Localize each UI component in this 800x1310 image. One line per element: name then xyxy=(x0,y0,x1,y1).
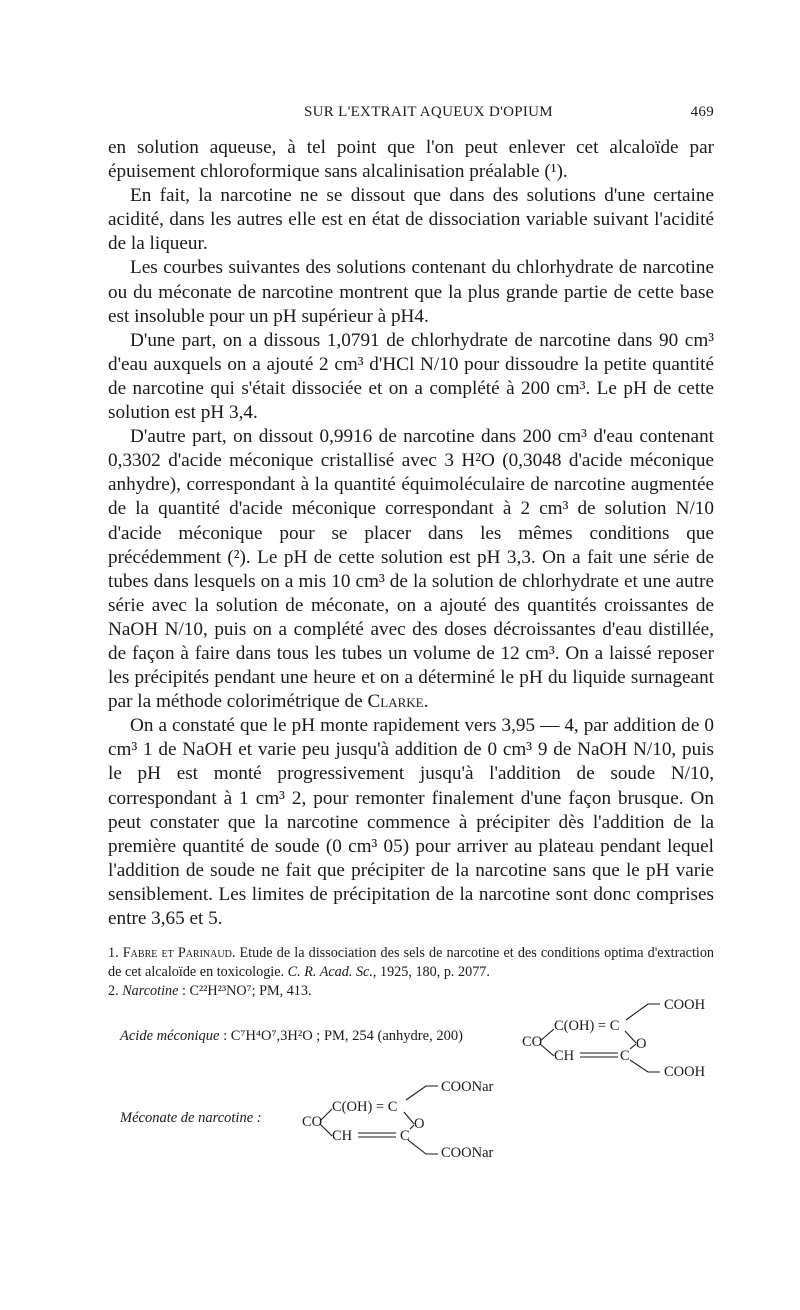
acid-bond-cooh-top xyxy=(626,1004,660,1020)
footnote-1-journal: C. R. Acad. Sc. xyxy=(287,964,373,980)
mec-coh-text: C(OH) = C xyxy=(332,1099,398,1115)
mec-co-text: CO xyxy=(302,1114,323,1130)
footnote-2-text: : C²²H²³NO⁷; PM, 413. xyxy=(181,983,312,999)
acid-ring-bond-upper xyxy=(625,1031,636,1043)
author-clarke: Clarke xyxy=(367,691,424,713)
paragraph-3: Les courbes suivantes des solutions contenant du chlorhydrate de narcotine ou du méconate de narcotine montrent que la plus grande partie de cette base est insoluble pour un pH supérieur à pH4. xyxy=(108,257,714,327)
mec-bond-lower xyxy=(320,1124,332,1136)
meconic-acid-label: Acide méconique xyxy=(120,1028,220,1044)
paragraph-5: D'autre part, on dissout 0,9916 de narcotine dans 200 cm³ d'eau contenant 0,3302 d'acide méconique cristallisé avec 3 H²O (0,3048 d'acide méconique anhydre), correspondant à la quantité équimoléculaire de narcotine augmentée de la quantité d'acide méconique correspondant à 2 cm³ de solution N/10 d'acide méconique pour se placer dans les mêmes conditions que précédemment (²). Le pH de cette solution est pH 3,3. On a fait une série de tubes dans lesquels on a mis 10 cm³ de la solution de chlorhydrate et une autre série avec la solution de méconate, on a ajouté des quantités croissantes de NaOH N/10, puis on a complété avec des doses décroissantes d'eau distillée, de façon à faire dans tous les tubes un volume de 12 cm³. On a laissé reposer les précipités pendant une heure et on a déterminé le pH du liquide surnageant par la méthode colorimétrique de Clarke. xyxy=(108,426,714,713)
paragraph-4: D'une part, on a dissous 1,0791 de chlorhydrate de narcotine dans 90 cm³ d'eau auxquels on a ajouté 2 cm³ d'HCl N/10 pour dissoudre la petite quantité de narcotine qui s'était dissociée et on a complété à 200 cm³. Le pH de cette solution est pH 3,4. xyxy=(108,329,714,424)
mec-bond-coonar-bottom xyxy=(408,1140,438,1154)
acid-o-text: O xyxy=(636,1036,647,1052)
acid-coh-text: C(OH) = C xyxy=(554,1018,620,1034)
acid-cooh-bottom-text: COOH xyxy=(664,1064,706,1080)
meconic-acid-formula xyxy=(108,994,714,1080)
running-header xyxy=(108,104,714,128)
paragraph-5-text: D'autre part, on dissout 0,9916 de narcotine dans 200 cm³ d'eau contenant 0,3302 d'acide méconique cristallisé avec 3 H²O (0,3048 d'acide méconique anhydre), correspondant à la quantité équimoléculaire de narcotine augmentée de la quantité d'acide méconique correspondant à 2 cm³ de solution N/10 d'acide méconique pour se placer dans les mêmes conditions que précédemment (²). Le pH de cette solution est pH 3,3. On a fait une série de tubes dans lesquels on a mis 10 cm³ de la solution de chlorhydrate et une autre série avec la solution de méconate, on a ajouté des quantités croissantes de NaOH N/10, puis on a complété avec des doses décroissantes d'eau distillée, de façon à faire dans tous les tubes un volume de 12 cm³. On a laissé reposer les précipités pendant une heure et on a déterminé le pH du liquide surnageant par la méthode colorimétrique de xyxy=(108,426,714,713)
page-number: 469 xyxy=(690,104,714,120)
acid-bond-cooh-bottom xyxy=(630,1060,660,1072)
footnote-2-label: Narcotine xyxy=(122,983,179,999)
mec-c-text: C xyxy=(400,1128,410,1144)
paragraph-1: en solution aqueuse, à tel point que l'on peut enlever cet alcaloïde par épuisement chloroformique sans alcalinisation préalable (¹). xyxy=(108,137,714,183)
mec-ch-text: CH xyxy=(332,1128,353,1144)
mec-ring-bond-upper xyxy=(404,1112,414,1124)
mec-coonar-top-text: COONar xyxy=(441,1079,494,1095)
footnote-1-text: Etude de la dissociation des sels de narcotine et des conditions optima d'extraction de cet alcaloïde en toxicologie. xyxy=(108,945,715,980)
acid-cooh-top-text: COOH xyxy=(664,997,706,1013)
meconate-label: Méconate de narcotine : xyxy=(120,1110,262,1126)
meconic-acid-formula-text: : C⁷H⁴O⁷,3H²O ; PM, 254 (anhydre, 200) xyxy=(223,1028,463,1044)
body-text xyxy=(108,136,714,931)
mec-bond-coonar-top xyxy=(406,1086,438,1100)
footnote-1-tail: , 1925, 180, p. 2077. xyxy=(372,964,490,980)
footnote-2-number: 2. xyxy=(108,983,119,999)
narcotine-meconate-formula xyxy=(108,1078,714,1158)
mec-coonar-bottom-text: COONar xyxy=(441,1145,494,1158)
footnotes xyxy=(108,944,714,1001)
running-title: SUR L'EXTRAIT AQUEUX D'OPIUM xyxy=(304,104,553,120)
acid-ch-text: CH xyxy=(554,1048,575,1064)
footnote-1-number: 1. xyxy=(108,945,119,961)
acid-co-text: CO xyxy=(522,1034,543,1050)
paragraph-2: En fait, la narcotine ne se dissout que dans des solutions d'une certaine acidité, dans les autres elle est en état de dissociation variable suivant l'acidité de la liqueur. xyxy=(108,185,714,255)
footnote-1: 1. Fabre et Parinaud. Etude de la dissociation des sels de narcotine et des conditions optima d'extraction de cet alcaloïde en toxicologie. C. R. Acad. Sc., 1925, 180, p. 2077. xyxy=(108,945,715,980)
acid-bond-lower xyxy=(540,1044,554,1056)
footnote-1-authors: Fabre et Parinaud xyxy=(122,945,232,961)
acid-c-text: C xyxy=(620,1048,630,1064)
mec-o-text: O xyxy=(414,1116,425,1132)
meconic-acid-label-wrap xyxy=(120,1028,463,1045)
paragraph-6: On a constaté que le pH monte rapidement vers 3,95 — 4, par addition de 0 cm³ 1 de NaOH et varie peu jusqu'à addition de 0 cm³ 9 de NaOH N/10, puis le pH est monté progressivement jusqu'à l'addition de soude N/10, correspondant à 1 cm³ 2, pour remonter finalement d'une façon brusque. On peut constater que la narcotine commence à précipiter dès l'addition de la première quantité de soude (0 cm³ 05) pour arriver au plateau pendant lequel l'addition de soude ne fait que précipiter de la narcotine sans que le pH varie sensiblement. Les limites de précipitation de la narcotine sont donc comprises entre 3,65 et 5. xyxy=(108,715,714,929)
